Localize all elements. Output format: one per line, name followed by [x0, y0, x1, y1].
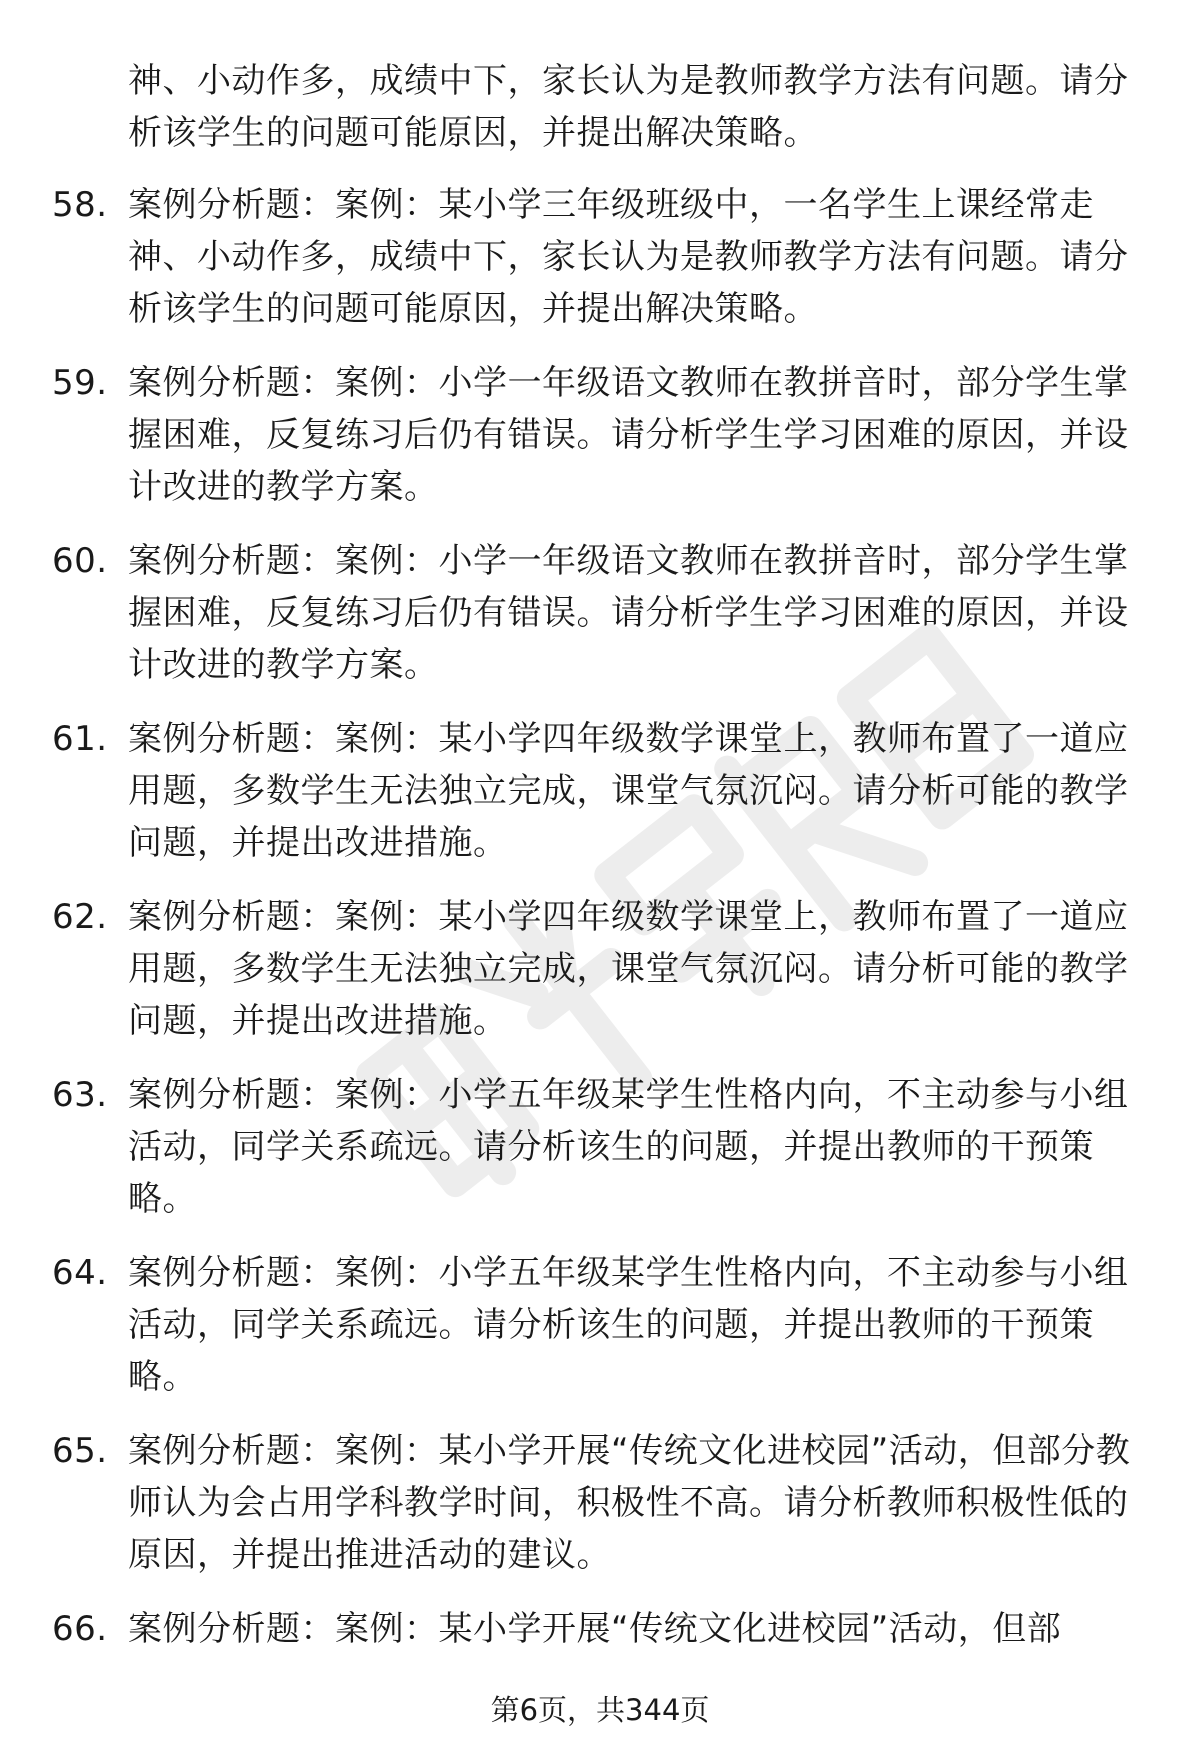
question-text: 案例分析题：案例：某小学四年级数学课堂上，教师布置了一道应用题，多数学生无法独立完成，课堂气氛沉闷。请分析可能的教学问题，并提出改进措施。: [128, 719, 1129, 863]
question-number: 65.: [52, 1431, 108, 1471]
question-text: 案例分析题：案例：某小学开展“传统文化进校园”活动，但部: [128, 1609, 1062, 1649]
question-number: 63.: [52, 1075, 108, 1115]
question-number: 66.: [52, 1609, 108, 1649]
question-text: 案例分析题：案例：某小学三年级班级中，一名学生上课经常走神、小动作多，成绩中下，家长认为是教师教学方法有问题。请分析该学生的问题可能原因，并提出解决策略。: [128, 185, 1129, 329]
question-text: 神、小动作多，成绩中下，家长认为是教师教学方法有问题。请分析该学生的问题可能原因，并提出解决策略。: [128, 61, 1129, 153]
question-item-62: [0, 891, 1200, 1047]
question-item-65: [0, 1425, 1200, 1581]
question-number: 59.: [52, 363, 108, 403]
question-number: 61.: [52, 719, 108, 759]
question-item-63: [0, 1069, 1200, 1225]
question-text: 案例分析题：案例：小学五年级某学生性格内向，不主动参与小组活动，同学关系疏远。请分析该生的问题，并提出教师的干预策略。: [128, 1075, 1129, 1219]
question-number: 60.: [52, 541, 108, 581]
question-text: 案例分析题：案例：小学五年级某学生性格内向，不主动参与小组活动，同学关系疏远。请分析该生的问题，并提出教师的干预策略。: [128, 1253, 1129, 1397]
page-footer: [0, 1690, 1200, 1730]
question-text: 案例分析题：案例：小学一年级语文教师在教拼音时，部分学生掌握困难，反复练习后仍有错误。请分析学生学习困难的原因，并设计改进的教学方案。: [128, 541, 1129, 685]
question-list: [0, 55, 1200, 1677]
question-number: 62.: [52, 897, 108, 937]
question-text: 案例分析题：案例：某小学开展“传统文化进校园”活动，但部分教师认为会占用学科教学时间，积极性不高。请分析教师积极性低的原因，并提出推进活动的建议。: [128, 1431, 1131, 1575]
question-text: 案例分析题：案例：小学一年级语文教师在教拼音时，部分学生掌握困难，反复练习后仍有错误。请分析学生学习困难的原因，并设计改进的教学方案。: [128, 363, 1129, 507]
question-item-64: [0, 1247, 1200, 1403]
page-number-label: 第6页，共344页: [490, 1693, 710, 1727]
question-item-58: [0, 179, 1200, 335]
question-number: 58.: [52, 185, 108, 225]
question-item-66: [0, 1603, 1200, 1655]
question-item-61: [0, 713, 1200, 869]
question-item-continued: [0, 55, 1200, 159]
question-item-59: [0, 357, 1200, 513]
question-text: 案例分析题：案例：某小学四年级数学课堂上，教师布置了一道应用题，多数学生无法独立完成，课堂气氛沉闷。请分析可能的教学问题，并提出改进措施。: [128, 897, 1129, 1041]
question-number: 64.: [52, 1253, 108, 1293]
question-item-60: [0, 535, 1200, 691]
